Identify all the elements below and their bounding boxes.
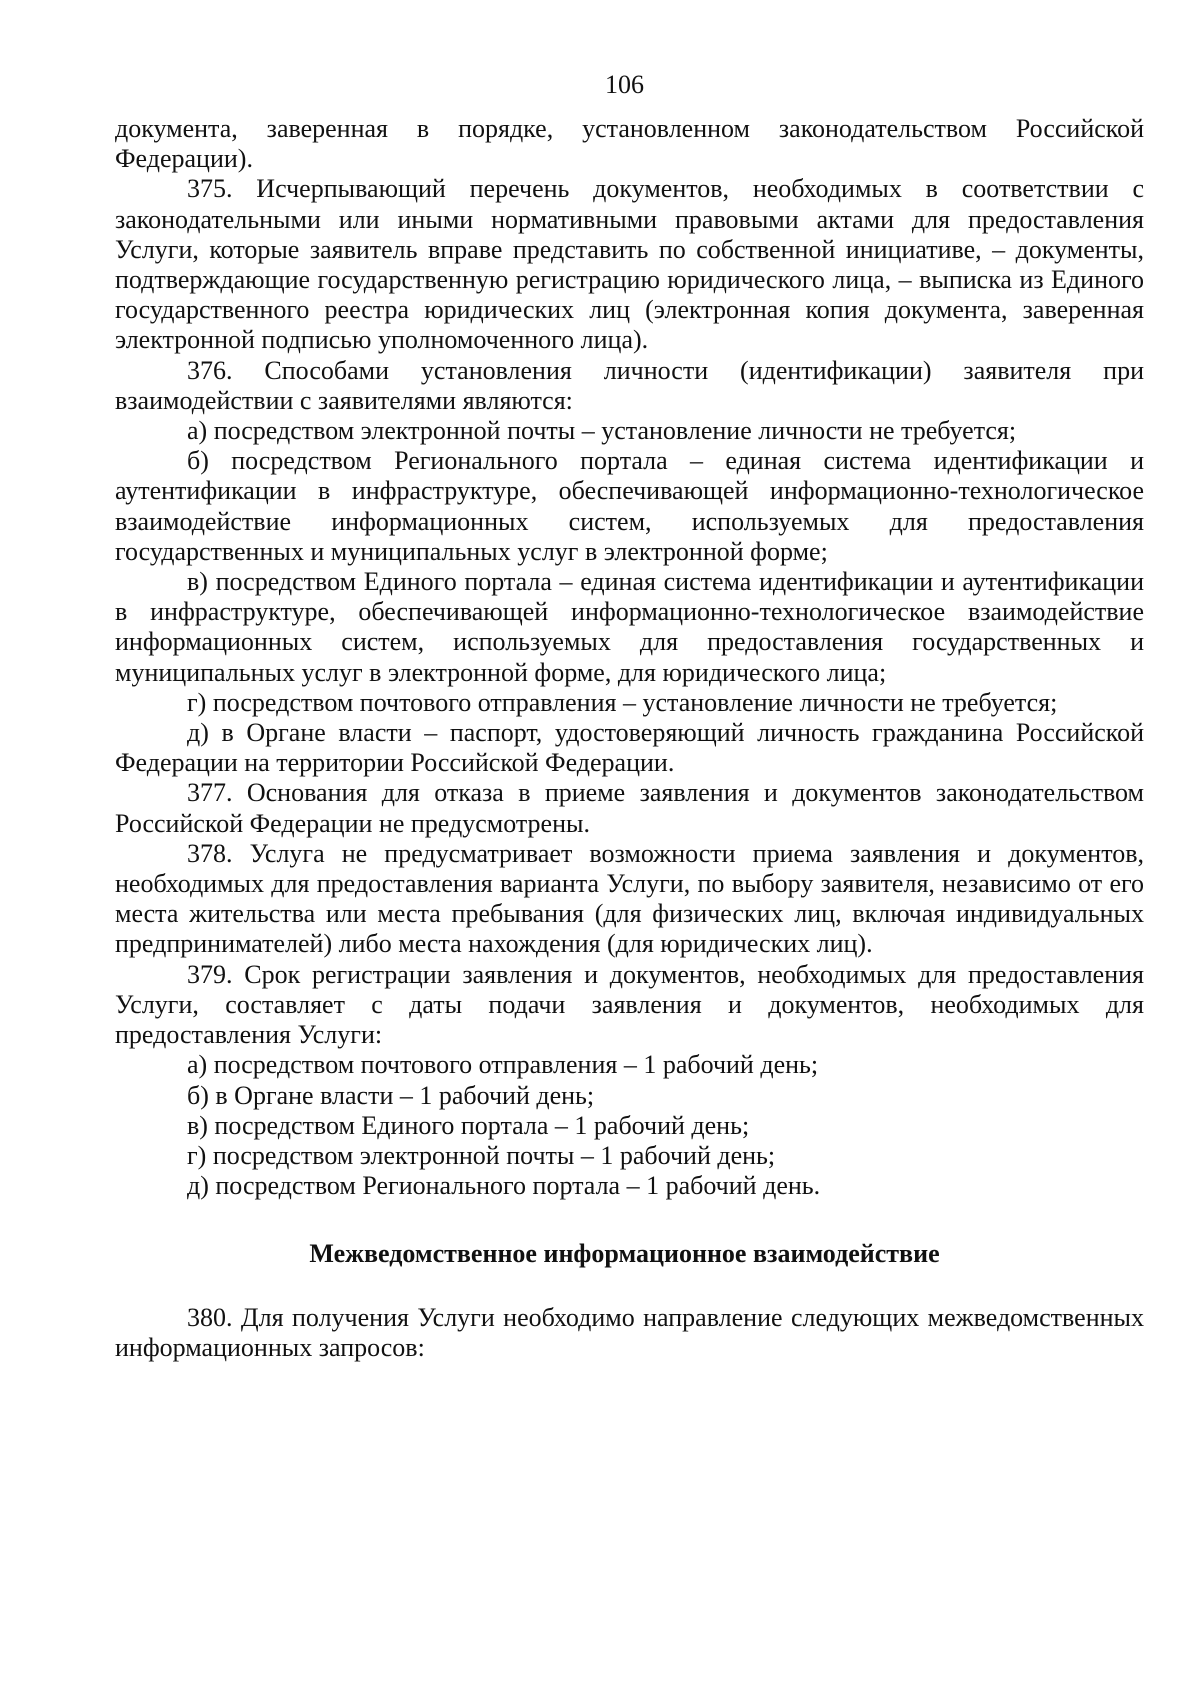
paragraph: 375. Исчерпывающий перечень документов, необходимых в соответствии с законодательными или иными нормативными правовыми актами для предоставления Услуги, которые заявитель вправе представить по собственной инициативе, – документы, подтверждающие государственную регистрацию юридического лица, – выписка из Единого государственного реестра юридических лиц (электронная копия документа, заверенная электронной подписью уполномоченного лица).: [115, 174, 1144, 355]
section-heading: Межведомственное информационное взаимодействие: [309, 1239, 940, 1269]
paragraph: а) посредством электронной почты – установление личности не требуется;: [187, 416, 1017, 446]
paragraph: г) посредством электронной почты – 1 рабочий день;: [187, 1140, 776, 1170]
paragraph: 379. Срок регистрации заявления и документов, необходимых для предоставления Услуги, составляет с даты подачи заявления и документов, необходимых для предоставления Услуги:: [115, 959, 1144, 1050]
paragraph: 377. Основания для отказа в приеме заявления и документов законодательством Российской Федерации не предусмотрены.: [115, 778, 1144, 838]
paragraph: д) в Органе власти – паспорт, удостоверяющий личность гражданина Российской Федерации на территории Российской Федерации.: [115, 718, 1144, 778]
paragraph: г) посредством почтового отправления – установление личности не требуется;: [187, 687, 1058, 717]
paragraph: в) посредством Единого портала – 1 рабочий день;: [187, 1110, 750, 1140]
paragraph: в) посредством Единого портала – единая система идентификации и аутентификации в инфраструктуре, обеспечивающей информационно-технологическое взаимодействие информационных систем, используемых для предоставления государственных и муниципальных услуг в электронной форме, для юридического лица;: [115, 567, 1144, 687]
body-before-heading: [115, 114, 1144, 1201]
paragraph: б) в Органе власти – 1 рабочий день;: [187, 1080, 595, 1110]
paragraph: а) посредством почтового отправления – 1 рабочий день;: [187, 1050, 819, 1080]
paragraph: 376. Способами установления личности (идентификации) заявителя при взаимодействии с заявителями являются:: [115, 355, 1144, 415]
body-after-heading: [115, 1303, 1144, 1363]
page-number: 106: [605, 70, 644, 99]
paragraph: 378. Услуга не предусматривает возможности приема заявления и документов, необходимых для предоставления варианта Услуги, по выбору заявителя, независимо от его места жительства или места пребывания (для физических лиц, включая индивидуальных предпринимателей) либо места нахождения (для юридических лиц).: [115, 838, 1144, 959]
paragraph: документа, заверенная в порядке, установленном законодательством Российской Федерации).: [115, 114, 1144, 174]
paragraph: 380. Для получения Услуги необходимо направление следующих межведомственных информационных запросов:: [115, 1302, 1144, 1362]
paragraph: б) посредством Регионального портала – единая система идентификации и аутентификации в инфраструктуре, обеспечивающей информационно-технологическое взаимодействие информационных систем, используемых для предоставления государственных и муниципальных услуг в электронной форме;: [115, 446, 1144, 566]
paragraph: д) посредством Регионального портала – 1 рабочий день.: [187, 1171, 821, 1201]
